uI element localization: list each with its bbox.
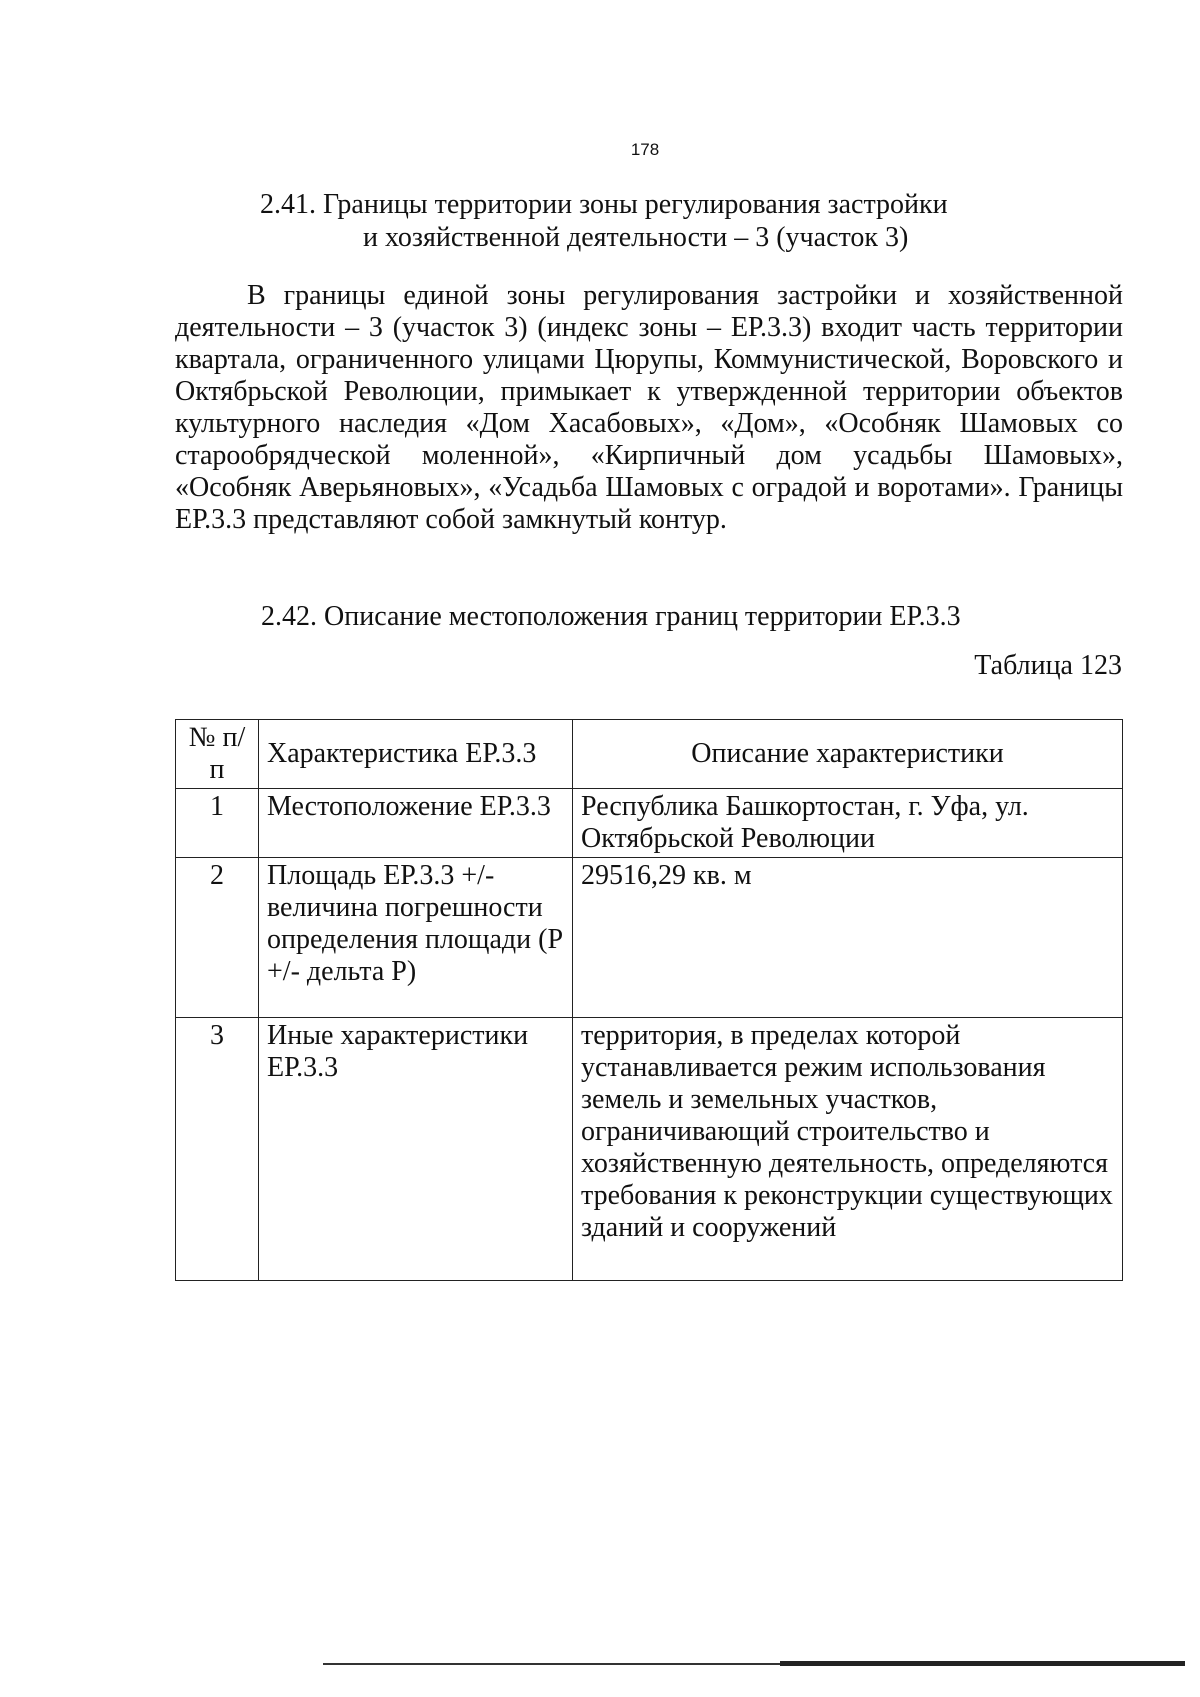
table-caption: Таблица 123 bbox=[974, 650, 1122, 681]
table-row bbox=[176, 1018, 1123, 1281]
row-characteristic: Местоположение ЕР.3.3 bbox=[259, 789, 573, 858]
table-row bbox=[176, 789, 1123, 858]
row-num: 1 bbox=[176, 789, 259, 858]
table-header-row bbox=[176, 720, 1123, 789]
header-characteristic: Характеристика ЕР.3.3 bbox=[259, 720, 573, 789]
header-num: № п/п bbox=[176, 720, 259, 789]
section-paragraph: В границы единой зоны регулирования застройки и хозяйственной деятельности – 3 (участок 3) (индекс зоны – ЕР.3.3) входит часть территории квартала, ограниченного улицами Цюрупы, Коммунистической, Воровского и Октябрьской Революции, примыкает к утвержденной территории объектов культурного наследия «Дом Хасабовых», «Дом», «Особняк Шамовых со старообрядческой моленной», «Кирпичный дом усадьбы Шамовых», «Особняк Аверьяновых», «Усадьба Шамовых с оградой и воротами». Границы ЕР.3.3 представляют собой замкнутый контур. bbox=[175, 280, 1123, 535]
row-description: 29516,29 кв. м bbox=[573, 858, 1123, 1018]
section-heading-line-2: и хозяйственной деятельности – 3 (участок 3) bbox=[363, 222, 909, 253]
header-description: Описание характеристики bbox=[573, 720, 1123, 789]
row-description: Республика Башкортостан, г. Уфа, ул. Октябрьской Революции bbox=[573, 789, 1123, 858]
row-description: территория, в пределах которой устанавливается режим использования земель и земельных участков, ограничивающий строительство и хозяйственную деятельность, определяются требования к реконструкции существующих зданий и сооружений bbox=[573, 1018, 1123, 1281]
subsection-heading: 2.42. Описание местоположения границ территории ЕР.3.3 bbox=[261, 601, 961, 632]
row-characteristic: Иные характеристики ЕР.3.3 bbox=[259, 1018, 573, 1281]
row-num: 3 bbox=[176, 1018, 259, 1281]
section-heading bbox=[250, 188, 1040, 254]
row-characteristic: Площадь ЕР.3.3 +/- величина погрешности определения площади (Р +/- дельта Р) bbox=[259, 858, 573, 1018]
row-num: 2 bbox=[176, 858, 259, 1018]
bottom-rule-thick bbox=[780, 1661, 1185, 1666]
section-heading-line-1: 2.41. Границы территории зоны регулирования застройки bbox=[260, 189, 948, 220]
characteristics-table bbox=[175, 719, 1123, 1281]
page-number: 178 bbox=[630, 140, 660, 159]
table-row bbox=[176, 858, 1123, 1018]
